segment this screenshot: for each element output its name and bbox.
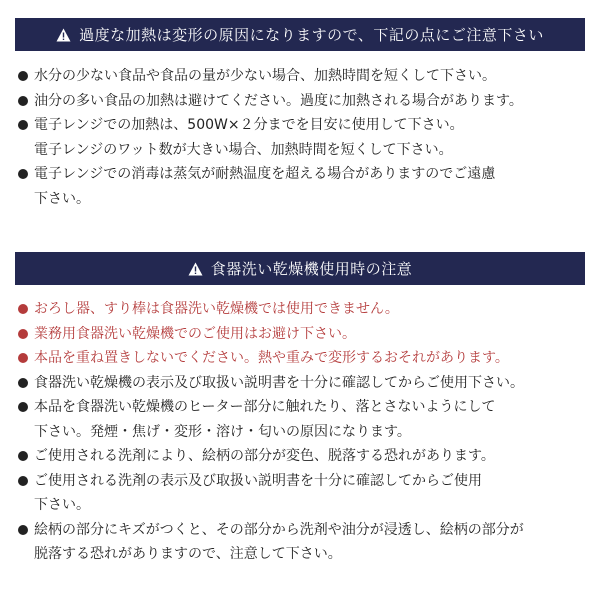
list-item-text — [34, 469, 588, 518]
bullet-icon — [18, 402, 28, 412]
list-item-text — [34, 297, 588, 322]
list-item-line: 脱落する恐れがありますので、注意して下さい。 — [34, 546, 342, 562]
list-item — [18, 297, 588, 322]
bullet-icon — [18, 96, 28, 106]
list-item — [18, 371, 588, 396]
list-item-line: 本品を重ね置きしないでください。熱や重みで変形するおそれがあります。 — [34, 350, 509, 366]
list-item-line: 電子レンジでの消毒は蒸気が耐熱温度を超える場合がありますのでご遠慮 — [34, 166, 496, 182]
list-item-text — [34, 322, 588, 347]
list-item-line: ご使用される洗剤の表示及び取扱い説明書を十分に確認してからご使用 — [34, 472, 482, 489]
list-item-line: 絵柄の部分にキズがつくと、その部分から洗剤や油分が浸透し、絵柄の部分が — [34, 521, 524, 538]
heat-warning-list — [18, 64, 588, 211]
list-item-line: 業務用食器洗い乾燥機でのご使用はお避け下さい。 — [34, 325, 356, 342]
list-item-text — [34, 395, 588, 444]
list-item — [18, 444, 588, 469]
list-item — [18, 113, 588, 162]
list-item — [18, 322, 588, 347]
list-item-line: 本品を食器洗い乾燥機のヒーター部分に触れたり、落とさないようにして — [34, 399, 496, 415]
bullet-icon — [18, 353, 28, 363]
bullet-icon — [18, 71, 28, 81]
list-item — [18, 395, 588, 444]
bullet-icon — [18, 169, 28, 179]
dishwasher-warning-title: 食器洗い乾燥機使用時の注意 — [210, 260, 413, 278]
list-item-line: 下さい。 — [34, 190, 90, 207]
dishwasher-warning-banner — [15, 252, 585, 285]
bullet-icon — [18, 329, 28, 339]
list-item — [18, 518, 588, 567]
list-item-text — [34, 89, 588, 114]
list-item-line: 下さい。 — [34, 497, 90, 513]
list-item — [18, 64, 588, 89]
bullet-icon — [18, 120, 28, 130]
list-item-text — [34, 346, 588, 371]
list-item-line: 油分の多い食品の加熱は避けてください。過度に加熱される場合があります。 — [34, 92, 523, 109]
list-item — [18, 469, 588, 518]
bullet-icon — [18, 451, 28, 461]
list-item — [18, 162, 588, 211]
bullet-icon — [18, 378, 28, 388]
list-item — [18, 89, 588, 114]
warning-icon — [188, 262, 203, 276]
list-item-text — [34, 162, 588, 211]
list-item-text — [34, 444, 588, 469]
list-item — [18, 346, 588, 371]
list-item-line: 電子レンジのワット数が大きい場合、加熱時間を短くして下さい。 — [34, 141, 453, 158]
list-item-text — [34, 113, 588, 162]
list-item-text — [34, 518, 588, 567]
list-item-text — [34, 371, 588, 396]
heat-warning-banner — [15, 18, 585, 51]
warning-icon — [56, 28, 71, 42]
bullet-icon — [18, 304, 28, 314]
list-item-text — [34, 64, 588, 89]
list-item-line: 水分の少ない食品や食品の量が少ない場合、加熱時間を短くして下さい。 — [34, 68, 496, 84]
list-item-line: 電子レンジでの加熱は、500W×２分までを目安に使用して下さい。 — [34, 117, 464, 133]
list-item-line: 下さい。発煙・焦げ・変形・溶け・匂いの原因になります。 — [34, 423, 411, 440]
heat-warning-title: 過度な加熱は変形の原因になりますので、下記の点にご注意下さい — [79, 26, 544, 44]
dishwasher-warning-list — [18, 297, 588, 567]
bullet-icon — [18, 476, 28, 486]
list-item-line: 食器洗い乾燥機の表示及び取扱い説明書を十分に確認してからご使用下さい。 — [34, 374, 524, 391]
list-item-line: ご使用される洗剤により、絵柄の部分が変色、脱落する恐れがあります。 — [34, 448, 495, 464]
bullet-icon — [18, 525, 28, 535]
list-item-line: おろし器、すり棒は食器洗い乾燥機では使用できません。 — [34, 301, 399, 317]
